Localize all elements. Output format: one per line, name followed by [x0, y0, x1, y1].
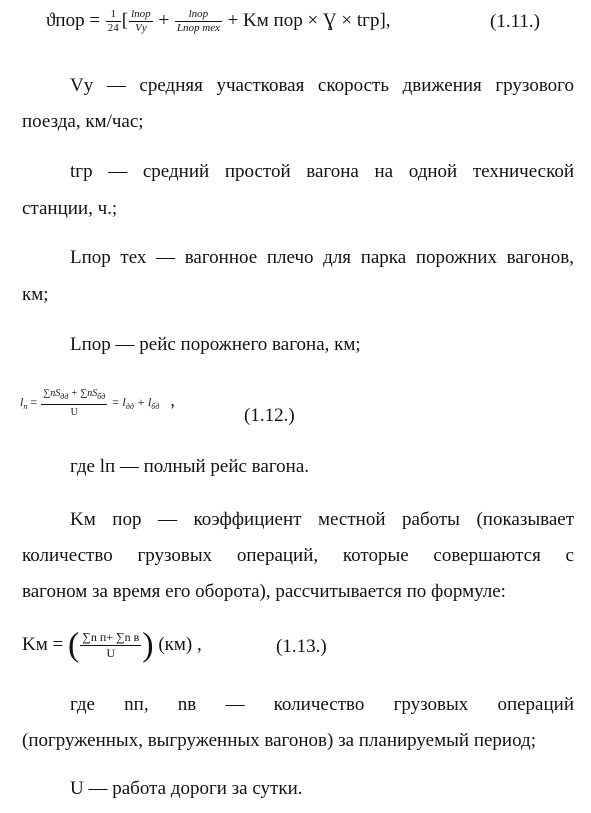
formula-1-12: $l_п$ = $\frac{\sum nS_{дд} + \sum nS_{бд}}{U}$ = $l_{дд} + l_{бд}$ , [20, 388, 175, 418]
formula-1-13-lhs: Kм = [22, 634, 68, 655]
lpor-over-lportex-fraction: $\frac{\text{lпор}}{\text{Lпор тех}}$ [176, 8, 220, 34]
left-paren: ( [67, 626, 80, 664]
def-vu-line1: Vу — средняя участковая скорость движения грузового [70, 75, 574, 96]
def-tgr-line1: tгр — средний простой вагона на одной технической [70, 161, 574, 182]
formula-1-11-tail: + Kм пор × Ɣ × tгр], [222, 9, 391, 31]
def-lportex-line1: Lпор тех — вагонное плечо для парка порожних вагонов, [70, 247, 574, 268]
right-paren: ) [142, 626, 154, 664]
formula-1-12-number: (1.12.) [244, 405, 295, 426]
formula-1-11-lhs: ϑпор = [46, 9, 105, 31]
formula-1-13 [22, 628, 202, 662]
formula-1-11: ϑпор = $\frac{1}{24}$ [ $\frac{\text{lпор}}{Vу}$ + $\frac{\text{lпор}}{\text{Lпор тех}}$ + Kм пор × Ɣ × tгр], [46, 8, 391, 34]
def-lpor-line1: Lпор — рейс порожнего вагона, км; [70, 334, 361, 355]
formula-1-13-fraction: $\frac{\text{∑n п+ ∑n в}}{U}$ [82, 630, 140, 661]
formula-1-13-unit: (км) , [153, 634, 202, 655]
lpor-over-vu-fraction: $\frac{\text{lпор}}{Vу}$ [131, 8, 151, 34]
def-npnv-line2: (погруженных, выгруженных вагонов) за планируемый период; [22, 730, 536, 751]
def-tgr-line2: станции, ч.; [22, 198, 118, 219]
def-npnv-line1: где nп, nв — количество грузовых операций [70, 694, 574, 715]
def-km-line1: Kм пор — коэффициент местной работы (показывает [70, 509, 574, 530]
formula-1-12-fraction: $\frac{\sum nS_{дд} + \sum nS_{бд}}{U}$ [43, 388, 106, 418]
def-u: U — работа дороги за сутки. [70, 778, 303, 799]
def-vu-line2: поезда, км/час; [22, 111, 144, 132]
coef-fraction: $\frac{1}{24}$ [107, 8, 119, 34]
def-lportex-line2: км; [22, 284, 49, 305]
formula-1-13-number: (1.13.) [276, 636, 327, 657]
def-km-line2: количество грузовых операций, которые совершаются с [22, 545, 574, 566]
def-km-line3: вагоном за время его оборота), рассчитывается по формуле: [22, 581, 506, 602]
formula-1-11-number: (1.11.) [490, 11, 540, 32]
def-ln: где lп — полный рейс вагона. [70, 456, 310, 477]
